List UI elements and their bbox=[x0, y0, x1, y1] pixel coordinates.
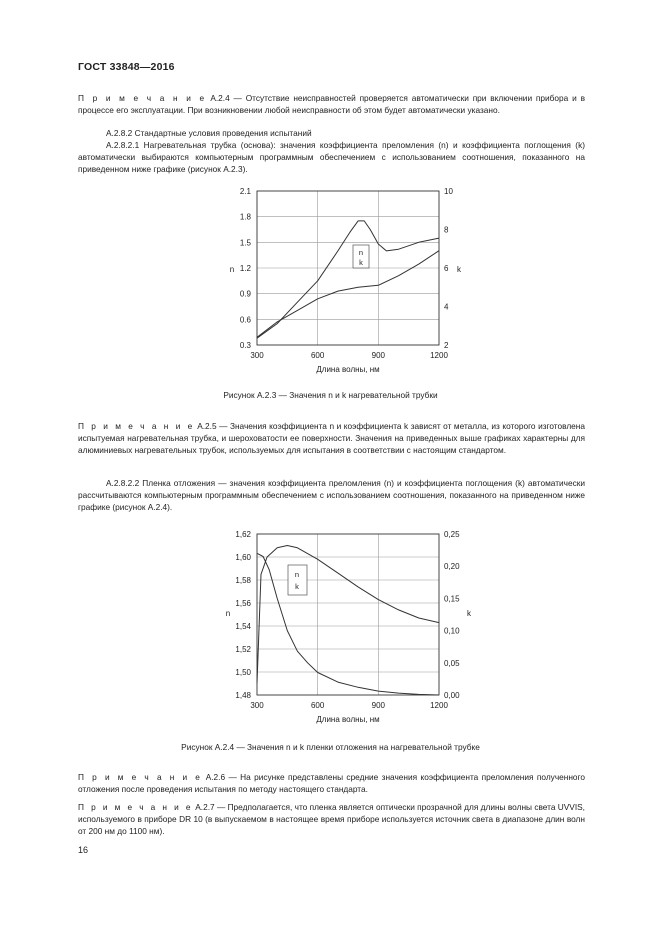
chart-a24-y-left-tick-label: 1,52 bbox=[235, 645, 251, 654]
chart-a23-y-left-tick-label: 1.5 bbox=[239, 238, 251, 248]
chart-a24-legend-n: n bbox=[294, 570, 300, 579]
chart-a23 bbox=[0, 180, 661, 380]
chart-a23-legend bbox=[353, 245, 369, 268]
chart-a24-x-tick-label: 900 bbox=[371, 701, 386, 710]
chart-a24-x-tick-label: 300 bbox=[250, 701, 264, 710]
chart-a23-xlabel: Длина волны, нм bbox=[316, 365, 380, 374]
chart-a24-series-n bbox=[257, 546, 439, 684]
note-label: П р и м е ч а н и е bbox=[78, 802, 193, 812]
note-a27 bbox=[78, 801, 585, 837]
chart-a24-x-tick-label: 1200 bbox=[430, 701, 448, 710]
caption-a23: Рисунок А.2.3 — Значения n и k нагревательной трубки bbox=[223, 390, 438, 400]
note-text: А.2.4 — Отсутствие неисправностей проверяется автоматически при включении прибора и в процессе его эксплуатации. При возникновении любой неисправности об этом будет автоматически указано. bbox=[78, 93, 585, 115]
chart-a23-series-k bbox=[257, 251, 439, 338]
chart-a23-y-left-tick-label: 1.8 bbox=[239, 212, 251, 222]
paragraph-a2822: А.2.8.2.2 Пленка отложения — значения коэффициента преломления (n) и коэффициента поглощения (k) автоматически рассчитываются компьютерным программным обеспечением с использованием соотношения, показанного на приведенном ниже графике (рисунок А.2.4). bbox=[78, 478, 585, 512]
chart-a24-y-right-tick-label: 0,15 bbox=[444, 594, 460, 604]
chart-a23-y-left-tick-label: 0.3 bbox=[239, 341, 251, 350]
chart-a24-y-left-tick-label: 1,54 bbox=[235, 622, 251, 631]
chart-a24-y-left-tick-label: 1,60 bbox=[235, 553, 251, 562]
chart-a23-y-right-tick-label: 2 bbox=[444, 341, 449, 350]
chart-a23-y-left-tick-label: 1.2 bbox=[239, 264, 251, 273]
note-a26 bbox=[78, 771, 585, 795]
chart-a24-y-left-tick-label: 1,50 bbox=[235, 668, 251, 677]
chart-a23-ylabel-left: n bbox=[229, 265, 235, 274]
page-number: 16 bbox=[78, 845, 89, 855]
chart-a23-series-n bbox=[257, 221, 439, 338]
chart-a24 bbox=[0, 525, 661, 730]
chart-a24-ylabel-right: k bbox=[467, 609, 471, 618]
chart-a23-ticks bbox=[240, 187, 454, 360]
chart-a24-y-right-tick-label: 0,25 bbox=[444, 530, 460, 539]
chart-a23-legend-k: k bbox=[359, 258, 363, 267]
chart-a24-series-k bbox=[257, 553, 439, 695]
chart-a24-y-right-tick-label: 0,00 bbox=[444, 691, 460, 700]
chart-a24-y-left-tick-label: 1,58 bbox=[235, 576, 251, 585]
chart-a23-y-right-tick-label: 10 bbox=[444, 187, 453, 196]
chart-a23-x-tick-label: 600 bbox=[310, 351, 325, 360]
heading-a282: А.2.8.2 Стандартные условия проведения испытаний bbox=[106, 128, 312, 138]
note-text: А.2.7 — Предполагается, что пленка является оптически прозрачной для длины волны света UVVIS, используемого в приборе DR 10 (в выпускаемом в настоящее время приборе используется источник света в диапазоне длин волн от 200 нм до 1100 нм). bbox=[78, 802, 585, 836]
chart-a24-y-left-tick-label: 1,48 bbox=[235, 691, 251, 700]
chart-a24-legend-k: k bbox=[295, 582, 299, 591]
paragraph-a2821: А.2.8.2.1 Нагревательная трубка (основа): значения коэффициента преломления (n) и коэффициента поглощения (k) автоматически выбираются компьютерным программным обеспечением с использованием соотношения, показанного на приведенном ниже графике (рисунок А.2.3). bbox=[78, 140, 585, 174]
chart-a23-x-tick-label: 1200 bbox=[430, 351, 448, 360]
note-label: П р и м е ч а н и е bbox=[78, 93, 207, 103]
chart-a23-x-tick-label: 300 bbox=[250, 351, 264, 360]
chart-a24-y-left-tick-label: 1,56 bbox=[235, 599, 251, 608]
chart-a23-ylabel-right: k bbox=[457, 265, 461, 274]
chart-a23-x-tick-label: 900 bbox=[371, 351, 386, 360]
chart-a24-y-right-tick-label: 0,20 bbox=[444, 562, 460, 572]
chart-a23-legend-n: n bbox=[358, 248, 364, 257]
chart-a23-y-right-tick-label: 6 bbox=[444, 264, 449, 273]
chart-a24-lines bbox=[257, 546, 439, 696]
chart-a23-lines bbox=[257, 221, 439, 338]
note-text: А.2.5 — Значения коэффициента n и коэффициента k зависят от металла, из которого изготовлена испытуемая нагревательная трубка, и шероховатости ее поверхности. Значения на приведенных выше графиках характерны для алюминиевых нагревательных трубок, используемых для испытания в соответствии с настоящим стандартом. bbox=[78, 421, 585, 455]
note-a24 bbox=[78, 92, 585, 116]
page-header: ГОСТ 33848—2016 bbox=[78, 61, 175, 73]
chart-a23-y-left-tick-label: 2.1 bbox=[239, 187, 251, 196]
chart-a23-y-left-tick-label: 0.6 bbox=[239, 315, 251, 325]
chart-a23-y-right-tick-label: 4 bbox=[444, 302, 449, 312]
note-label: П р и м е ч а н и е bbox=[78, 772, 203, 782]
note-a25 bbox=[78, 420, 585, 456]
chart-a24-y-right-tick-label: 0,05 bbox=[444, 658, 460, 668]
chart-a24-x-tick-label: 600 bbox=[310, 701, 325, 710]
chart-a24-y-left-tick-label: 1,62 bbox=[235, 530, 251, 539]
chart-a24-grid bbox=[257, 534, 439, 695]
chart-a24-ylabel-left: n bbox=[225, 609, 231, 618]
chart-a24-y-right-tick-label: 0,10 bbox=[444, 626, 460, 636]
chart-a24-xlabel: Длина волны, нм bbox=[316, 715, 380, 724]
chart-a24-frame bbox=[257, 534, 439, 695]
caption-a24: Рисунок А.2.4 — Значения n и k пленки отложения на нагревательной трубке bbox=[181, 742, 480, 752]
note-label: П р и м е ч а н и е bbox=[78, 421, 195, 431]
chart-a24-legend bbox=[288, 565, 307, 595]
chart-a23-y-left-tick-label: 0.9 bbox=[239, 289, 251, 299]
note-text: А.2.6 — На рисунке представлены средние значения коэффициента преломления полученного отложения после проведения испытания по методу настоящего стандарта. bbox=[78, 772, 585, 794]
chart-a23-y-right-tick-label: 8 bbox=[444, 225, 449, 235]
